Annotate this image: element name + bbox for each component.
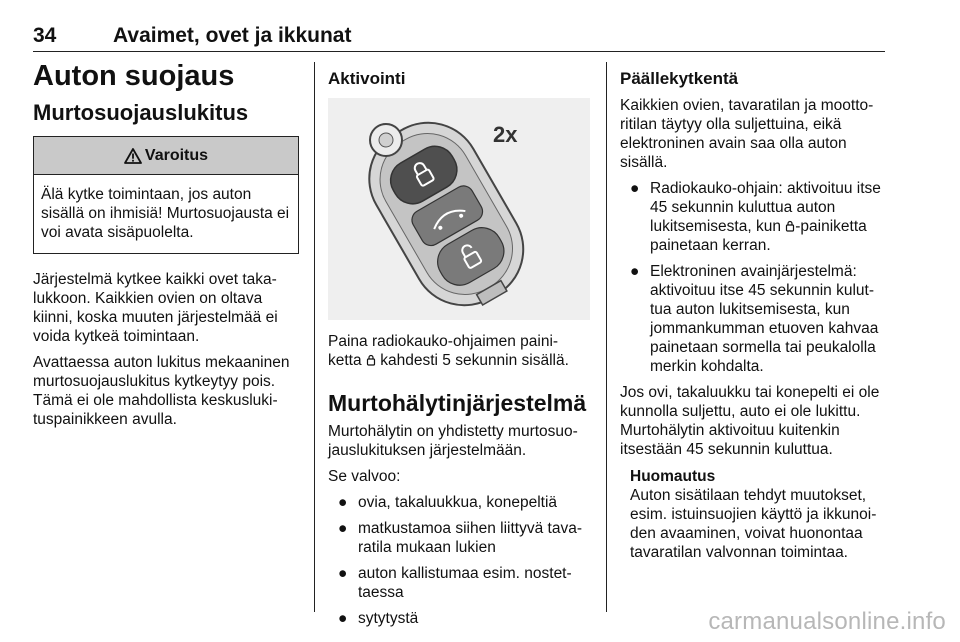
paragraph: Murtohälytin on yhdistetty murtosuo-jauslukituksen järjestelmään. xyxy=(328,423,578,459)
monitored-items-list xyxy=(328,493,590,628)
subsection-title: Murtosuojauslukitus xyxy=(33,100,249,125)
note-title: Huomautus xyxy=(630,468,716,485)
page-header xyxy=(33,22,885,52)
remote-key-illustration xyxy=(328,98,590,320)
paragraph: Jos ovi, takaluukku tai konepelti ei ole kunnolla suljettu, auto ei ole lukittu. Murtohälytin aktivoituu kuitenkin itsestään 45 sekunnin kuluttua. xyxy=(620,384,880,458)
column-left xyxy=(33,58,299,429)
warning-header xyxy=(34,137,298,175)
figure-caption: Paina radiokauko-ohjaimen paini-ketta kahdesti 5 sekunnin sisällä. xyxy=(328,333,569,369)
paragraph: Avattaessa auton lukitus mekaaninen murtosuojauslukitus kytkeytyy pois. Tämä ei ole mahdollista keskusluki-tuspainikkeen avulla. xyxy=(33,354,290,428)
column-divider xyxy=(314,62,315,612)
note-text: Auton sisätilaan tehdyt muutokset, esim. istuinsuojien käyttö ja ikkunoi-den avaaminen, voivat huonontaa tavaratilan valvonnan toimintaa. xyxy=(630,487,877,561)
list-item: ● Radiokauko-ohjain: aktivoituu itse 45 sekunnin kuluttua auton lukitsemisesta, kun -painiketta painetaan kerran. xyxy=(630,180,881,254)
activation-list xyxy=(620,179,886,376)
paragraph: Järjestelmä kytkee kaikki ovet taka-lukkoon. Kaikkien ovien on oltava kiinni, koska muuten järjestelmää ei voida kytkeä toimintaan. xyxy=(33,271,278,345)
paragraph: Se valvoo: xyxy=(328,468,401,485)
lock-icon xyxy=(785,220,795,232)
running-title: Avaimet, ovet ja ikkunat xyxy=(113,24,352,47)
list-item: ● matkustamoa siihen liittyvä tava-ratila mukaan lukien xyxy=(338,520,582,556)
section-title: Murtohälytinjärjestelmä xyxy=(328,390,587,416)
list-item: ● Elektroninen avainjärjestelmä: aktivoituu itse 45 sekunnin kulut-tua auton lukitsemisesta, kun jommankumman etuoven kahvaa painetaan sormella tai peukalolla merkin kohdalta. xyxy=(630,263,879,375)
subsection-title: Päällekytkentä xyxy=(620,69,739,88)
column-right xyxy=(620,58,886,562)
lock-icon xyxy=(366,354,376,366)
list-item: ● ovia, takaluukkua, konepeltiä xyxy=(338,494,558,511)
column-divider xyxy=(606,62,607,612)
list-item: ● auton kallistumaa esim. nostet-taessa xyxy=(338,565,572,601)
press-count-label: 2x xyxy=(493,122,518,147)
warning-title: Varoitus xyxy=(144,146,209,164)
column-middle xyxy=(328,58,590,628)
watermark: carmanualsonline.info xyxy=(708,608,946,635)
paragraph: Kaikkien ovien, tavaratilan ja mootto-ritilan täytyy olla suljettuina, eikä elektroninen avain saa olla auton sisällä. xyxy=(620,97,874,171)
section-title: Auton suojaus xyxy=(33,60,235,92)
note-box xyxy=(630,467,886,562)
key-fob-drawing xyxy=(328,98,590,320)
warning-box xyxy=(33,136,299,254)
subsection-title: Aktivointi xyxy=(328,69,406,88)
list-item: ● sytytystä xyxy=(338,610,419,627)
warning-text: Älä kytke toimintaan, jos auton sisällä on ihmisiä! Murtosuojausta ei voi avata sisäpuolelta. xyxy=(41,186,290,241)
page-number: 34 xyxy=(33,24,57,47)
warning-triangle-icon xyxy=(124,148,142,164)
